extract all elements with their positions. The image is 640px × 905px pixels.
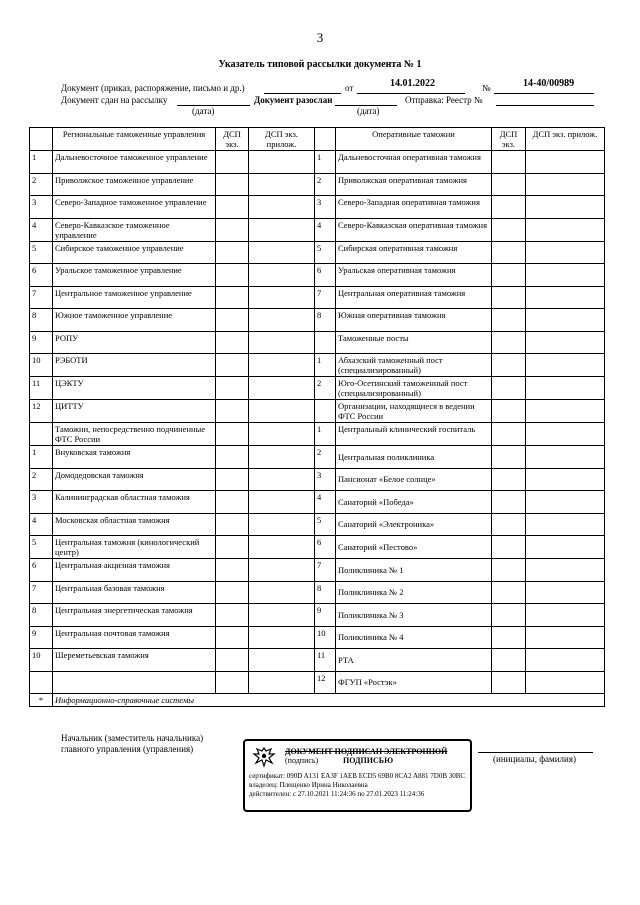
left-dsp-app (249, 218, 315, 241)
from-label: от (345, 83, 354, 93)
table-row (30, 446, 605, 469)
left-name: Московская областная таможня (53, 513, 216, 536)
left-dsp-ex (216, 241, 249, 264)
right-dsp-ex (492, 671, 526, 694)
left-dsp-ex (216, 671, 249, 694)
right-number: 5 (315, 513, 336, 536)
left-dsp-app (249, 309, 315, 332)
left-number: 10 (30, 354, 53, 377)
document-title: Указатель типовой рассылки документа № 1 (218, 59, 422, 70)
left-dsp-app (249, 468, 315, 491)
left-dsp-app (249, 264, 315, 287)
signer-role-2: главного управления (управления) (61, 744, 194, 754)
table-row (30, 604, 605, 627)
right-dsp-app (526, 309, 605, 332)
right-number: 1 (315, 423, 336, 446)
left-name: Северо-Кавказское таможенное управление (53, 218, 216, 241)
right-dsp-ex (492, 241, 526, 264)
right-dsp-ex (492, 286, 526, 309)
right-dsp-ex (492, 626, 526, 649)
table-row (30, 559, 605, 582)
page-number: 3 (316, 30, 324, 45)
right-dsp-ex (492, 309, 526, 332)
right-name: Центральный клинический госпиталь (336, 423, 492, 446)
table-row (30, 309, 605, 332)
left-dsp-ex (216, 151, 249, 174)
table-row (30, 468, 605, 491)
right-dsp-app (526, 536, 605, 559)
right-dsp-ex (492, 536, 526, 559)
right-number: 2 (315, 446, 336, 469)
left-number: 8 (30, 604, 53, 627)
left-name: ЦИТТУ (53, 400, 216, 423)
right-number: 11 (315, 649, 336, 672)
right-number: 2 (315, 377, 336, 400)
table-row (30, 491, 605, 514)
left-dsp-ex (216, 446, 249, 469)
right-dsp-app (526, 196, 605, 219)
signer-role-1: Начальник (заместитель начальника) (61, 733, 204, 743)
doc-number: 14-40/00989 (523, 78, 575, 89)
left-number: 6 (30, 264, 53, 287)
right-number: 1 (315, 354, 336, 377)
left-dsp-ex (216, 218, 249, 241)
sent-label: Документ сдан на рассылку (61, 95, 168, 105)
right-number: 7 (315, 286, 336, 309)
right-name: Абхазский таможенный пост (специализированный) (336, 354, 492, 377)
left-number: 5 (30, 536, 53, 559)
right-dsp-app (526, 559, 605, 582)
right-name: Поликлиника № 1 (336, 559, 492, 582)
table-row (30, 196, 605, 219)
left-dsp-ex (216, 626, 249, 649)
left-name: Таможни, непосредственно подчиненные ФТС России (53, 423, 216, 446)
left-number: 7 (30, 581, 53, 604)
left-name: Внуковская таможня (53, 446, 216, 469)
left-name: Дальневосточное таможенное управление (53, 151, 216, 174)
left-name: Центральное таможенное управление (53, 286, 216, 309)
right-dsp-ex (492, 468, 526, 491)
right-dsp-app (526, 491, 605, 514)
stamp-title-line1: ДОКУМЕНТ ПОДПИСАН ЭЛЕКТРОННОЙ (285, 747, 448, 756)
left-number: 3 (30, 491, 53, 514)
left-dsp-ex (216, 354, 249, 377)
right-name: Санаторий «Победа» (336, 491, 492, 514)
right-name: Санаторий «Электроника» (336, 513, 492, 536)
date-line (357, 93, 465, 94)
left-number (30, 671, 53, 694)
right-number: 12 (315, 671, 336, 694)
right-name: Дальневосточная оперативная таможня (336, 151, 492, 174)
right-name: Поликлиника № 4 (336, 626, 492, 649)
distribution-table (29, 127, 605, 707)
left-number: 3 (30, 196, 53, 219)
left-dsp-ex (216, 513, 249, 536)
right-number: 8 (315, 581, 336, 604)
right-number: 3 (315, 196, 336, 219)
left-name: Южное таможенное управление (53, 309, 216, 332)
left-dsp-ex (216, 196, 249, 219)
doc-date: 14.01.2022 (390, 78, 435, 89)
right-name: Организации, находящиеся в ведении ФТС России (336, 400, 492, 423)
right-dsp-ex (492, 649, 526, 672)
right-dsp-ex (492, 173, 526, 196)
left-dsp-ex (216, 649, 249, 672)
left-number: 9 (30, 626, 53, 649)
right-dsp-ex (492, 513, 526, 536)
left-dsp-app (249, 581, 315, 604)
registry-line (496, 105, 594, 106)
header-left-name: Региональные таможенные управления (53, 128, 216, 151)
left-dsp-ex (216, 264, 249, 287)
right-dsp-app (526, 626, 605, 649)
left-dsp-app (249, 173, 315, 196)
right-dsp-app (526, 354, 605, 377)
right-dsp-app (526, 581, 605, 604)
left-dsp-app (249, 151, 315, 174)
right-dsp-app (526, 218, 605, 241)
left-dsp-app (249, 604, 315, 627)
certificate-line: сертификат: 090D A131 EA3F 1AEB ECD5 69B0 8CA2 A881 7D0B 30BC (249, 772, 466, 780)
left-name: Приволжское таможенное управление (53, 173, 216, 196)
right-dsp-ex (492, 151, 526, 174)
signature-caption: (подпись) (285, 756, 319, 765)
left-number: 11 (30, 377, 53, 400)
right-number: 1 (315, 151, 336, 174)
table-row (30, 400, 605, 423)
right-number (315, 400, 336, 423)
right-dsp-ex (492, 331, 526, 354)
left-name: Центральная акцизная таможня (53, 559, 216, 582)
right-number: 5 (315, 241, 336, 264)
left-dsp-ex (216, 309, 249, 332)
validity-line: действителен: с 27.10.2021 11:24:36 по 27.01.2023 11:24:36 (249, 790, 425, 798)
left-dsp-ex (216, 581, 249, 604)
stamp-title-line2: ПОДПИСЬЮ (343, 756, 394, 765)
right-dsp-ex (492, 581, 526, 604)
left-number: 1 (30, 151, 53, 174)
header-right-name: Оперативные таможни (336, 128, 492, 151)
eagle-emblem-icon (251, 745, 277, 769)
left-dsp-ex (216, 173, 249, 196)
left-name: Сибирское таможенное управление (53, 241, 216, 264)
left-number: 8 (30, 309, 53, 332)
right-name: Северо-Кавказская оперативная таможня (336, 218, 492, 241)
owner-line: владелец: Плещенко Ирина Николаевна (249, 781, 368, 789)
left-dsp-app (249, 671, 315, 694)
table-row (30, 241, 605, 264)
right-dsp-app (526, 446, 605, 469)
footnote-text: Информационно-справочные системы (53, 694, 605, 707)
right-dsp-app (526, 286, 605, 309)
left-dsp-ex (216, 604, 249, 627)
left-dsp-app (249, 286, 315, 309)
header-dsp-app-left: ДСП экз. прилож. (249, 128, 315, 151)
right-name: Поликлиника № 2 (336, 581, 492, 604)
initials-line (478, 752, 593, 753)
left-dsp-app (249, 491, 315, 514)
right-dsp-app (526, 264, 605, 287)
number-line (494, 93, 594, 94)
table-row (30, 536, 605, 559)
right-name: Поликлиника № 3 (336, 604, 492, 627)
right-number: 9 (315, 604, 336, 627)
doc-type-label: Документ (приказ, распоряжение, письмо и др.) (61, 83, 245, 93)
left-dsp-app (249, 423, 315, 446)
left-name: Северо-Западное таможенное управление (53, 196, 216, 219)
distributed-label: Документ разослан (254, 95, 333, 105)
right-name: Центральная поликлиника (336, 446, 492, 469)
left-number: 4 (30, 513, 53, 536)
right-dsp-ex (492, 559, 526, 582)
left-name: Центральная почтовая таможня (53, 626, 216, 649)
right-number: 8 (315, 309, 336, 332)
right-number: 4 (315, 218, 336, 241)
header-num-right (315, 128, 336, 151)
right-number: 2 (315, 173, 336, 196)
date-caption-1: (дата) (192, 106, 215, 116)
left-dsp-ex (216, 286, 249, 309)
left-dsp-ex (216, 491, 249, 514)
table-row (30, 581, 605, 604)
left-name: Домодедовская таможня (53, 468, 216, 491)
table-row (30, 423, 605, 446)
table-row (30, 151, 605, 174)
right-name: Центральная оперативная таможня (336, 286, 492, 309)
left-number (30, 423, 53, 446)
table-row (30, 513, 605, 536)
left-name: РЭБОТИ (53, 354, 216, 377)
table-header-row (30, 128, 605, 151)
table-row (30, 671, 605, 694)
right-dsp-app (526, 400, 605, 423)
left-dsp-ex (216, 536, 249, 559)
left-number: 7 (30, 286, 53, 309)
left-number: 9 (30, 331, 53, 354)
right-dsp-app (526, 671, 605, 694)
right-number: 6 (315, 264, 336, 287)
initials-caption: (инициалы, фамилия) (493, 754, 576, 764)
right-name: Южная оперативная таможня (336, 309, 492, 332)
left-dsp-ex (216, 559, 249, 582)
right-dsp-app (526, 241, 605, 264)
right-number: 7 (315, 559, 336, 582)
left-name: Калининградская областная таможня (53, 491, 216, 514)
footnote-mark: * (30, 694, 53, 707)
left-number: 5 (30, 241, 53, 264)
left-number: 10 (30, 649, 53, 672)
right-name: Юго-Осетинский таможенный пост (специализированный) (336, 377, 492, 400)
right-name: ФГУП «Ростэк» (336, 671, 492, 694)
left-dsp-app (249, 196, 315, 219)
right-dsp-ex (492, 354, 526, 377)
left-dsp-app (249, 377, 315, 400)
left-name: Центральная таможня (кинологический центр) (53, 536, 216, 559)
left-number: 4 (30, 218, 53, 241)
left-dsp-ex (216, 331, 249, 354)
left-dsp-app (249, 649, 315, 672)
right-name: Приволжская оперативная таможня (336, 173, 492, 196)
header-dsp-ex-left: ДСП экз. (216, 128, 249, 151)
table-row (30, 331, 605, 354)
left-dsp-ex (216, 423, 249, 446)
table-row (30, 377, 605, 400)
table-row (30, 173, 605, 196)
left-dsp-ex (216, 468, 249, 491)
right-dsp-ex (492, 196, 526, 219)
right-dsp-app (526, 151, 605, 174)
right-dsp-app (526, 649, 605, 672)
left-dsp-ex (216, 377, 249, 400)
table-row (30, 264, 605, 287)
right-dsp-app (526, 331, 605, 354)
header-dsp-ex-right: ДСП экз. (492, 128, 526, 151)
left-name: Центральная энергетическая таможня (53, 604, 216, 627)
right-dsp-app (526, 513, 605, 536)
right-dsp-ex (492, 491, 526, 514)
right-dsp-app (526, 377, 605, 400)
right-dsp-ex (492, 446, 526, 469)
table-row (30, 649, 605, 672)
right-name: Таможенные посты (336, 331, 492, 354)
number-label: № (482, 83, 491, 93)
right-number: 3 (315, 468, 336, 491)
right-name: РТА (336, 649, 492, 672)
left-dsp-app (249, 446, 315, 469)
right-name: Сибирская оперативная таможня (336, 241, 492, 264)
right-dsp-app (526, 468, 605, 491)
header-dsp-app-right: ДСП экз. прилож. (526, 128, 605, 151)
stamp-body (249, 772, 471, 799)
right-name: Санаторий «Пестово» (336, 536, 492, 559)
table-row (30, 218, 605, 241)
stamp-title (285, 747, 465, 766)
left-dsp-app (249, 536, 315, 559)
e-signature-stamp (243, 739, 472, 812)
table-row (30, 286, 605, 309)
right-dsp-ex (492, 264, 526, 287)
right-dsp-ex (492, 377, 526, 400)
left-number: 12 (30, 400, 53, 423)
header-num-left (30, 128, 53, 151)
left-dsp-app (249, 331, 315, 354)
right-name: Пансионат «Белое солнце» (336, 468, 492, 491)
table-row (30, 626, 605, 649)
right-dsp-app (526, 423, 605, 446)
doc-type-line (264, 93, 341, 94)
right-number: 10 (315, 626, 336, 649)
left-dsp-app (249, 626, 315, 649)
right-dsp-ex (492, 218, 526, 241)
right-dsp-app (526, 604, 605, 627)
left-dsp-app (249, 513, 315, 536)
left-dsp-ex (216, 400, 249, 423)
date-caption-2: (дата) (357, 106, 380, 116)
left-name: ЦЭКТУ (53, 377, 216, 400)
left-number: 1 (30, 446, 53, 469)
left-number: 2 (30, 468, 53, 491)
right-number: 4 (315, 491, 336, 514)
right-name: Уральская оперативная таможня (336, 264, 492, 287)
left-name (53, 671, 216, 694)
right-dsp-app (526, 173, 605, 196)
left-dsp-app (249, 559, 315, 582)
right-number (315, 331, 336, 354)
left-number: 2 (30, 173, 53, 196)
right-number: 6 (315, 536, 336, 559)
left-dsp-app (249, 241, 315, 264)
right-dsp-ex (492, 604, 526, 627)
left-dsp-app (249, 400, 315, 423)
left-dsp-app (249, 354, 315, 377)
right-dsp-ex (492, 400, 526, 423)
left-name: Шереметьевская таможня (53, 649, 216, 672)
left-name: Уральское таможенное управление (53, 264, 216, 287)
registry-label: Отправка: Реестр № (405, 95, 483, 105)
right-dsp-ex (492, 423, 526, 446)
right-name: Северо-Западная оперативная таможня (336, 196, 492, 219)
table-row (30, 354, 605, 377)
left-number: 6 (30, 559, 53, 582)
left-name: Центральная базовая таможня (53, 581, 216, 604)
footnote-row (30, 694, 605, 707)
left-name: РОПУ (53, 331, 216, 354)
